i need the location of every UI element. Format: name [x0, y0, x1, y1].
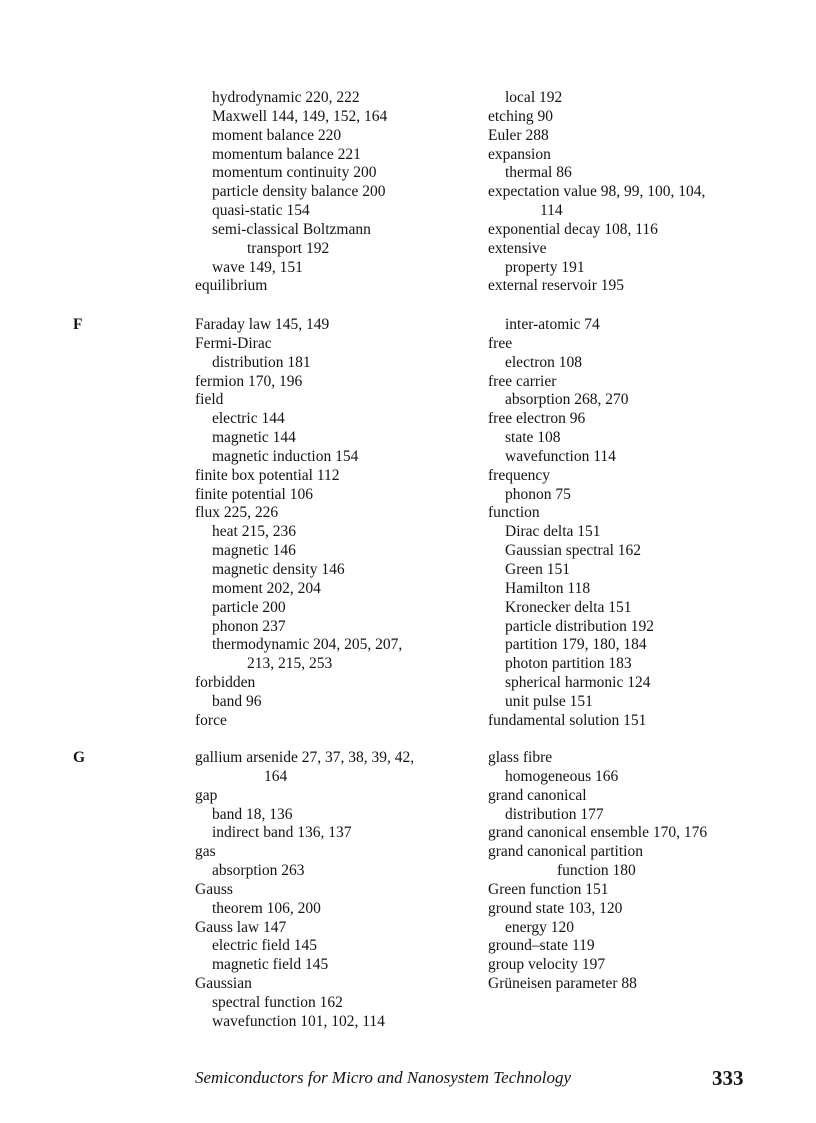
index-column-right — [488, 89, 705, 296]
index-column-left — [195, 749, 414, 1032]
index-subentry: particle distribution 192 — [505, 617, 654, 635]
index-entry: Gauss — [195, 880, 233, 898]
index-entry: Euler 288 — [488, 126, 549, 144]
index-subentry: magnetic 146 — [212, 542, 296, 560]
index-entry: exponential decay 108, 116 — [488, 220, 658, 238]
index-subentry: electric field 145 — [212, 937, 318, 955]
page-number: 333 — [712, 1066, 744, 1090]
index-subentry: momentum continuity 200 — [212, 164, 377, 182]
index-subentry: Gaussian spectral 162 — [505, 542, 642, 560]
index-subentry: thermal 86 — [505, 164, 572, 182]
index-entry: gap — [195, 786, 218, 804]
index-entry: expansion — [488, 145, 551, 163]
index-entry: finite potential 106 — [195, 485, 313, 503]
index-subentry: momentum balance 221 — [212, 145, 361, 163]
index-subentry: electric 144 — [212, 410, 285, 428]
index-subentry: moment balance 220 — [212, 126, 342, 144]
index-subentry: spectral function 162 — [212, 993, 343, 1011]
index-subentry: function 180 — [557, 862, 636, 880]
index-subentry: theorem 106, 200 — [212, 899, 321, 917]
index-subentry: Maxwell 144, 149, 152, 164 — [212, 107, 388, 125]
index-entry: Grüneisen parameter 88 — [488, 975, 637, 993]
index-entry: glass fibre — [488, 749, 553, 766]
index-subentry: 114 — [540, 202, 563, 220]
index-entry: external reservoir 195 — [488, 277, 624, 295]
index-subentry: property 191 — [505, 258, 585, 276]
index-subentry: unit pulse 151 — [505, 692, 593, 710]
index-subentry: quasi-static 154 — [212, 202, 310, 220]
index-subentry: magnetic 144 — [212, 429, 296, 447]
index-entry: equilibrium — [195, 277, 268, 295]
index-entry: Gaussian — [195, 975, 252, 993]
index-subentry: phonon 237 — [212, 617, 286, 635]
index-subentry: magnetic field 145 — [212, 956, 329, 974]
index-entry: grand canonical ensemble 170, 176 — [488, 824, 708, 842]
index-subentry: moment 202, 204 — [212, 579, 321, 597]
index-subentry: phonon 75 — [505, 485, 571, 503]
index-entry: ground–state 119 — [488, 937, 595, 955]
index-entry: flux 225, 226 — [195, 504, 279, 522]
index-column-left — [195, 316, 402, 731]
index-subentry: spherical harmonic 124 — [505, 674, 651, 692]
index-column-right — [488, 316, 654, 731]
index-subentry: heat 215, 236 — [212, 523, 296, 541]
index-subentry: absorption 268, 270 — [505, 391, 629, 409]
index-subentry: thermodynamic 204, 205, 207, — [212, 636, 403, 654]
index-subentry: hydrodynamic 220, 222 — [212, 89, 360, 106]
index-subentry: distribution 181 — [212, 353, 311, 371]
index-subentry: homogeneous 166 — [505, 767, 619, 785]
index-subentry: band 18, 136 — [212, 805, 293, 823]
index-entry: frequency — [488, 466, 550, 484]
index-entry: etching 90 — [488, 107, 553, 125]
index-entry: grand canonical — [488, 786, 587, 804]
index-subentry: band 96 — [212, 692, 262, 710]
index-subentry: 213, 215, 253 — [247, 655, 333, 673]
section-letter-f: F — [73, 316, 83, 333]
index-subentry: particle density balance 200 — [212, 183, 386, 201]
index-entry: free carrier — [488, 372, 557, 390]
index-subentry: wavefunction 101, 102, 114 — [212, 1012, 385, 1030]
index-entry: force — [195, 711, 227, 729]
index-subentry: electron 108 — [505, 353, 583, 371]
index-subentry: Hamilton 118 — [505, 579, 591, 597]
index-subentry: partition 179, 180, 184 — [505, 636, 647, 654]
index-subentry: magnetic induction 154 — [212, 447, 359, 465]
index-entry: function — [488, 504, 540, 522]
index-subentry: Green 151 — [505, 560, 570, 578]
index-subentry: local 192 — [505, 89, 563, 106]
index-subentry: 164 — [264, 767, 288, 785]
index-subentry: indirect band 136, 137 — [212, 824, 352, 842]
index-entry: ground state 103, 120 — [488, 899, 623, 917]
index-entry: Gauss law 147 — [195, 918, 287, 936]
index-entry: expectation value 98, 99, 100, 104, — [488, 183, 706, 201]
index-subentry: photon partition 183 — [505, 655, 632, 673]
index-entry: Faraday law 145, 149 — [195, 316, 330, 333]
book-title: Semiconductors for Micro and Nanosystem Technology — [195, 1068, 572, 1087]
index-entry: extensive — [488, 239, 547, 257]
index-subentry: distribution 177 — [505, 805, 604, 823]
index-subentry: wave 149, 151 — [212, 258, 303, 276]
index-subentry: particle 200 — [212, 598, 286, 616]
index-entry: finite box potential 112 — [195, 466, 340, 484]
index-entry: grand canonical partition — [488, 843, 643, 861]
index-entry: fundamental solution 151 — [488, 711, 647, 729]
index-entry: Fermi-Dirac — [195, 334, 272, 352]
index-subentry: Kronecker delta 151 — [505, 598, 632, 616]
index-entry: fermion 170, 196 — [195, 372, 303, 390]
index-subentry: absorption 263 — [212, 862, 305, 880]
index-subentry: Dirac delta 151 — [505, 523, 601, 541]
index-subentry: magnetic density 146 — [212, 560, 345, 578]
section-letter-g: G — [73, 749, 86, 766]
index-subentry: transport 192 — [247, 239, 330, 257]
index-subentry: semi-classical Boltzmann — [212, 220, 371, 238]
index-entry: field — [195, 391, 224, 409]
index-column-right — [488, 749, 707, 994]
index-entry: Green function 151 — [488, 880, 609, 898]
index-entry: gas — [195, 843, 216, 861]
index-entry: gallium arsenide 27, 37, 38, 39, 42, — [195, 749, 415, 766]
index-entry: free — [488, 334, 513, 352]
index-column-left — [195, 89, 387, 296]
index-entry: forbidden — [195, 674, 256, 692]
index-entry: group velocity 197 — [488, 956, 606, 974]
index-entry: free electron 96 — [488, 410, 586, 428]
index-subentry: state 108 — [505, 429, 561, 447]
index-subentry: wavefunction 114 — [505, 447, 616, 465]
index-subentry: energy 120 — [505, 918, 575, 936]
index-subentry: inter-atomic 74 — [505, 316, 600, 333]
